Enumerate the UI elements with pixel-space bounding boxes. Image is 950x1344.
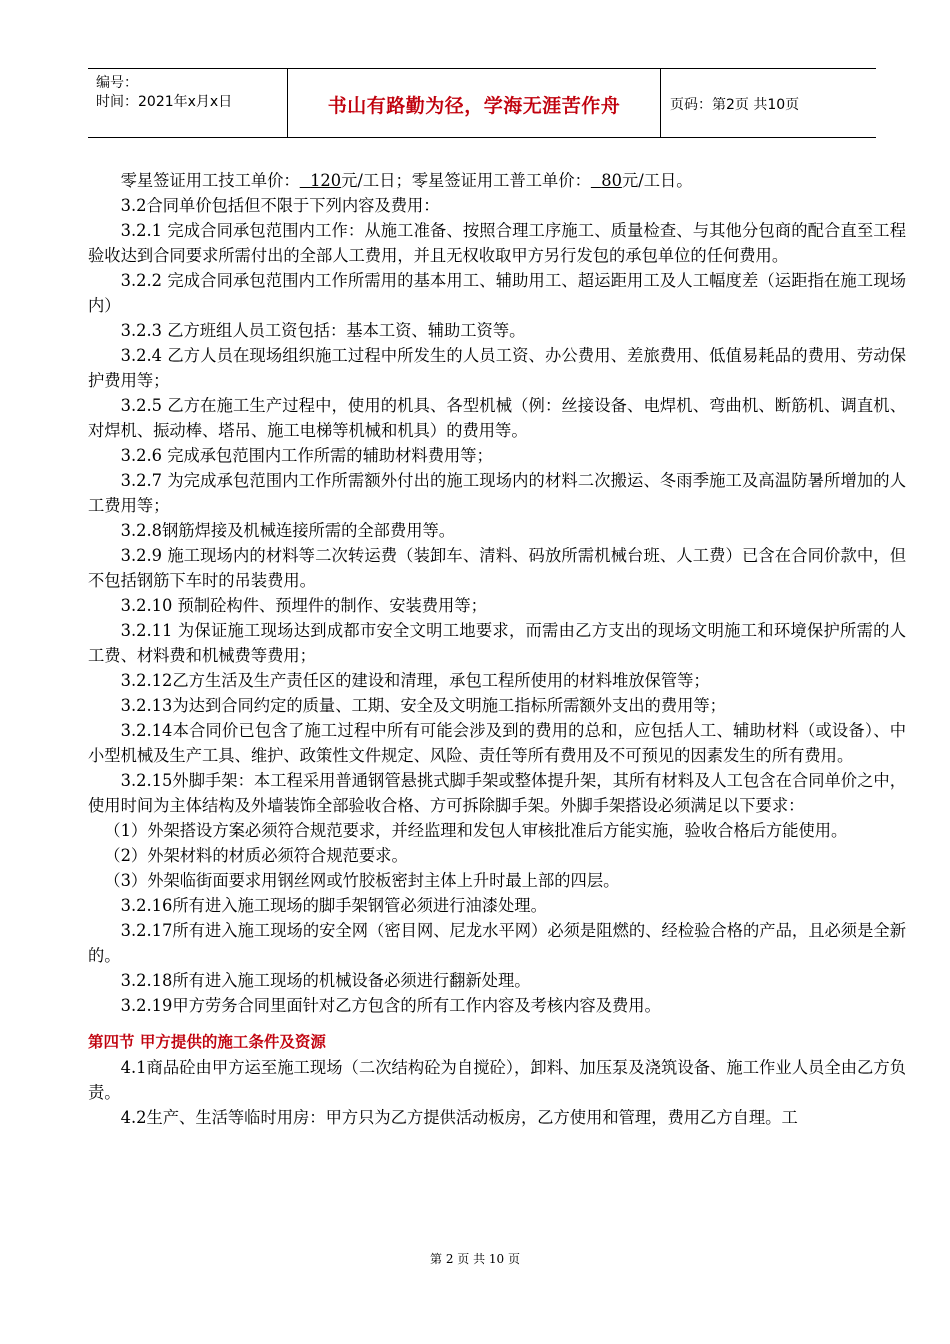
- paragraph: 3.2.3 乙方班组人员工资包括：基本工资、辅助工资等。: [120, 321, 526, 340]
- paragraph: 3.2.2 完成合同承包范围内工作所需用的基本用工、辅助用工、超运距用工及人工幅度差（运距指在施工现场内）: [88, 271, 906, 315]
- paragraph: 3.2.8钢筋焊接及机械连接所需的全部费用等。: [120, 521, 456, 540]
- paragraph: 3.2.13为达到合同约定的质量、工期、安全及文明施工指标所需额外支出的费用等；: [120, 696, 726, 715]
- wage-prefix: 零星签证用工技工单价：: [120, 171, 300, 190]
- paragraph: 3.2.15外脚手架：本工程采用普通钢管悬挑式脚手架或整体提升架，其所有材料及人工包含在合同单价之中，使用时间为主体结构及外墙装饰全部验收合格、方可拆除脚手架。外脚手架搭设必须满足以下要求：: [88, 771, 906, 815]
- paragraph: 3.2.10 预制砼构件、预埋件的制作、安装费用等；: [120, 596, 487, 615]
- paragraph: 3.2.6 完成承包范围内工作所需的辅助材料费用等；: [120, 446, 493, 465]
- general-wage: [591, 171, 622, 190]
- paragraph: 3.2.7 为完成承包范围内工作所需额外付出的施工现场内的材料二次搬运、冬雨季施工及高温防暑所增加的人工费用等；: [88, 471, 906, 515]
- scaffold-item: （1）外架搭设方案必须符合规范要求，并经监理和发包人审核批准后方能实施，验收合格后方能使用。: [104, 821, 848, 840]
- paragraph: 3.2.5 乙方在施工生产过程中，使用的机具、各型机械（例：丝接设备、电焊机、弯曲机、断筋机、调直机、对焊机、振动棒、塔吊、施工电梯等机械和机具）的费用等。: [88, 396, 906, 440]
- paragraph: 3.2合同单价包括但不限于下列内容及费用：: [120, 196, 440, 215]
- paragraph: 3.2.11 为保证施工现场达到成都市安全文明工地要求，而需由乙方支出的现场文明施工和环境保护所需的人工费、材料费和机械费等费用；: [88, 621, 906, 665]
- skilled-wage: [300, 171, 341, 190]
- header-info-cell: [88, 69, 288, 137]
- wage-suffix: 元/工日。: [621, 171, 693, 190]
- general-wage-value: 80: [601, 171, 622, 190]
- paragraph: 3.2.4 乙方人员在现场组织施工过程中所发生的人员工资、办公费用、差旅费用、低值易耗品的费用、劳动保护费用等；: [88, 346, 906, 390]
- header-page-cell: [661, 69, 876, 137]
- section-title: 第四节 甲方提供的施工条件及资源: [88, 1033, 326, 1051]
- document-body: [88, 168, 906, 1130]
- page-footer: 第 2 页 共 10 页: [430, 1252, 520, 1266]
- paragraph: 3.2.19甲方劳务合同里面针对乙方包含的所有工作内容及考核内容及费用。: [120, 996, 661, 1015]
- paragraph: 3.2.1 完成合同承包范围内工作：从施工准备、按照合理工序施工、质量检查、与其他分包商的配合直至工程验收达到合同要求所需付出的全部人工费用，并且无权收取甲方另行发包的承包单位的任何费用。: [88, 221, 906, 265]
- paragraph: 3.2.18所有进入施工现场的机械设备必须进行翻新处理。: [120, 971, 531, 990]
- page-number-label: 页码：第2页 共10页: [670, 97, 800, 113]
- paragraph: 3.2.17所有进入施工现场的安全网（密目网、尼龙水平网）必须是阻燃的、经检验合格的产品，且必须是全新的。: [88, 921, 906, 965]
- code-label: 编号：: [96, 75, 138, 91]
- paragraph: 3.2.14本合同价已包含了施工过程中所有可能会涉及到的费用的总和，应包括人工、辅助材料（或设备）、中小型机械及生产工具、维护、政策性文件规定、风险、责任等所有费用及不可预见的因素发生的所有费用。: [88, 721, 906, 765]
- header-motto-cell: [288, 69, 661, 137]
- paragraph: 4.2生产、生活等临时用房：甲方只为乙方提供活动板房，乙方使用和管理，费用乙方自理。工: [120, 1108, 798, 1127]
- paragraph: 3.2.12乙方生活及生产责任区的建设和清理，承包工程所使用的材料堆放保管等；: [120, 671, 710, 690]
- scaffold-item: （2）外架材料的材质必须符合规范要求。: [104, 846, 408, 865]
- page-header: [88, 68, 876, 138]
- wage-line: [88, 168, 906, 193]
- section-gap: [88, 1018, 906, 1030]
- scaffold-item: （3）外架临街面要求用钢丝网或竹胶板密封主体上升时最上部的四层。: [104, 871, 620, 890]
- skilled-wage-value: 120: [310, 171, 342, 190]
- motto: 书山有路勤为径，学海无涯苦作舟: [327, 95, 621, 117]
- paragraph: 4.1商品砼由甲方运至施工现场（二次结构砼为自搅砼），卸料、加压泵及浇筑设备、施工作业人员全由乙方负责。: [88, 1058, 906, 1102]
- time-label: 时间：2021年x月x日: [96, 94, 233, 110]
- paragraph: 3.2.16所有进入施工现场的脚手架钢管必须进行油漆处理。: [120, 896, 547, 915]
- paragraph: 3.2.9 施工现场内的材料等二次转运费（装卸车、清料、码放所需机械台班、人工费）已含在合同价款中，但不包括钢筋下车时的吊装费用。: [88, 546, 906, 590]
- wage-mid: 元/工日；零星签证用工普工单价：: [341, 171, 591, 190]
